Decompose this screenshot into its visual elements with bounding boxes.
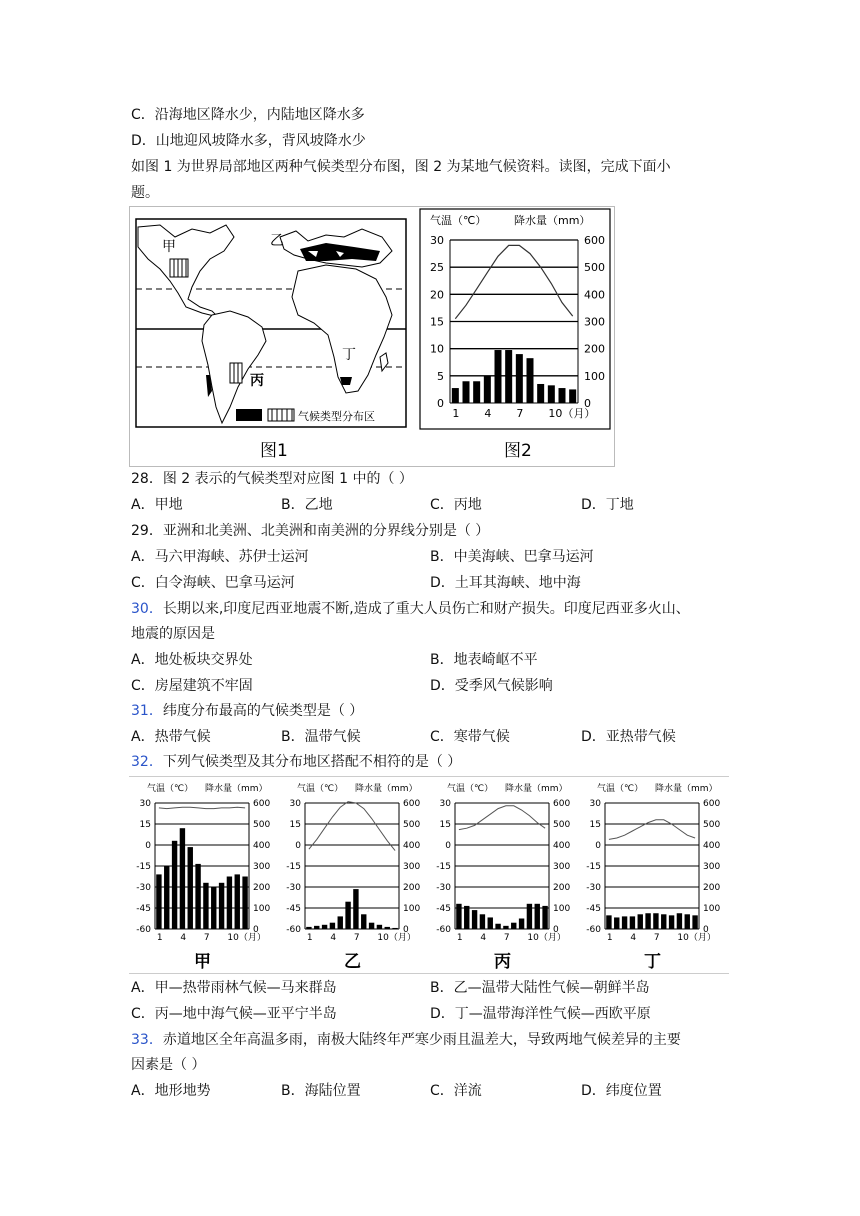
intro-text-cont: 题。 [131, 185, 159, 201]
small-precip-tick: 300 [553, 862, 571, 872]
climate-chart-frame [420, 209, 610, 429]
small-temp-axis-title: 气温（℃） [297, 784, 344, 794]
intro-text: 如图 1 为世界局部地区两种气候类型分布图，图 2 为某地气候资料。读图，完成下面小 [131, 159, 671, 175]
small-precip-tick: 500 [553, 820, 571, 830]
small-precip-bar [542, 906, 547, 929]
precip-bar [516, 354, 523, 403]
precip-axis-title: 降水量（mm） [514, 214, 591, 227]
figure-svg [130, 207, 614, 466]
q30-stem-cont: 地震的原因是 [131, 626, 215, 642]
small-precip-bar [345, 902, 350, 929]
small-precip-bar [361, 914, 366, 929]
label-bing: 丙 [250, 373, 264, 389]
small-temp-tick: -60 [586, 925, 601, 935]
small-precip-bar [480, 914, 485, 929]
small-temp-line [459, 806, 545, 830]
small-temp-tick: 30 [139, 799, 151, 809]
small-temp-tick: -30 [436, 883, 451, 893]
small-precip-axis-title: 降水量（mm） [355, 784, 418, 794]
small-precip-tick: 600 [253, 799, 271, 809]
small-month-tick: 10（月） [677, 933, 716, 943]
four-climate-charts-svg [129, 777, 729, 973]
small-chart-2 [286, 782, 420, 972]
q28-option-c[interactable]: C．丙地 [430, 497, 482, 513]
small-month-tick: 4 [630, 933, 637, 943]
small-precip-tick: 500 [253, 820, 271, 830]
q32-option-b[interactable]: B．乙—温带大陆性气候—朝鲜半岛 [430, 980, 650, 996]
small-precip-bar [180, 828, 185, 929]
small-precip-bar [172, 841, 177, 929]
small-temp-tick: -30 [586, 883, 601, 893]
small-month-tick: 7 [353, 933, 360, 943]
small-month-tick: 1 [306, 933, 313, 943]
option-c-prev: C．沿海地区降水少，内陆地区降水多 [131, 107, 365, 123]
q30-option-d[interactable]: D．受季风气候影响 [430, 678, 553, 694]
precip-tick-label: 300 [584, 315, 605, 329]
small-precip-tick: 0 [403, 925, 409, 935]
small-temp-axis-title: 气温（℃） [597, 784, 644, 794]
small-precip-tick: 500 [403, 820, 421, 830]
temp-tick-label: 25 [430, 261, 444, 275]
precip-tick-label: 400 [584, 288, 605, 302]
small-temp-tick: 0 [445, 841, 451, 851]
temp-axis-title: 气温（℃） [430, 214, 487, 227]
q33-option-d[interactable]: D．纬度位置 [581, 1083, 662, 1099]
small-temp-tick: -60 [286, 925, 301, 935]
small-temp-tick: 0 [145, 841, 151, 851]
small-precip-axis-title: 降水量（mm） [205, 784, 268, 794]
precip-bar [559, 388, 566, 403]
legend-black-swatch [236, 409, 262, 421]
q28-option-d[interactable]: D．丁地 [581, 497, 634, 513]
small-precip-bar [645, 913, 650, 929]
small-temp-tick: 30 [589, 799, 601, 809]
small-precip-bar [211, 887, 216, 929]
temp-tick-label: 20 [430, 288, 444, 302]
small-month-tick: 4 [180, 933, 187, 943]
small-temp-line [159, 807, 245, 808]
label-yi: 乙 [270, 233, 284, 249]
small-precip-bar [503, 926, 508, 929]
small-temp-line [609, 820, 695, 840]
q31-option-a[interactable]: A．热带气候 [131, 729, 211, 745]
small-chart-label: 丙 [494, 952, 511, 972]
precip-bar [537, 384, 544, 403]
q29-option-a[interactable]: A．马六甲海峡、苏伊士运河 [131, 549, 309, 565]
label-ding: 丁 [342, 347, 356, 363]
small-precip-bar [535, 904, 540, 929]
small-precip-bar [464, 906, 469, 929]
small-precip-tick: 100 [553, 904, 571, 914]
region-jia-hatch [170, 259, 188, 277]
small-precip-tick: 100 [703, 904, 721, 914]
small-precip-bar [330, 923, 335, 929]
q28-option-a[interactable]: A．甲地 [131, 497, 183, 513]
small-precip-bar [685, 914, 690, 929]
small-temp-tick: 0 [595, 841, 601, 851]
small-precip-bar [661, 914, 666, 929]
small-temp-tick: -45 [586, 904, 601, 914]
small-precip-tick: 100 [403, 904, 421, 914]
q31-stem: 31．纬度分布最高的气候类型是（ ） [131, 703, 364, 719]
small-precip-bar [472, 910, 477, 929]
q32-option-a[interactable]: A．甲—热带雨林气候—马来群岛 [131, 980, 337, 996]
small-precip-tick: 400 [253, 841, 271, 851]
small-precip-bar [242, 877, 247, 930]
small-month-tick: 4 [480, 933, 487, 943]
small-precip-bar [227, 877, 232, 930]
small-chart-3 [436, 782, 570, 972]
small-precip-bar [669, 915, 674, 929]
small-temp-tick: 0 [295, 841, 301, 851]
q30-stem: 30．长期以来,印度尼西亚地震不断,造成了重大人员伤亡和财产损失。印度尼西亚多火山、 [131, 601, 690, 617]
legend-hatch-swatch [268, 409, 294, 421]
q30-option-a[interactable]: A．地处板块交界处 [131, 652, 253, 668]
small-month-tick: 4 [330, 933, 337, 943]
small-month-tick: 10（月） [527, 933, 566, 943]
small-precip-bar [156, 874, 161, 929]
small-precip-tick: 100 [253, 904, 271, 914]
small-precip-tick: 300 [403, 862, 421, 872]
small-precip-tick: 200 [703, 883, 721, 893]
small-precip-tick: 200 [553, 883, 571, 893]
figure1-caption: 图1 [260, 441, 288, 461]
small-precip-bar [338, 916, 343, 929]
temp-tick-label: 0 [437, 397, 444, 410]
q33-option-c[interactable]: C．洋流 [430, 1083, 482, 1099]
small-precip-bar [511, 923, 516, 929]
small-precip-bar [314, 926, 319, 929]
small-temp-tick: -15 [586, 862, 601, 872]
small-chart-label: 丁 [644, 952, 661, 972]
small-month-tick: 1 [456, 933, 463, 943]
small-month-tick: 10（月） [377, 933, 416, 943]
small-precip-bar [677, 913, 682, 929]
precip-tick-label: 0 [584, 397, 591, 410]
small-temp-tick: 15 [589, 820, 601, 830]
q31-option-b[interactable]: B．温带气候 [281, 729, 361, 745]
q33-stem: 33．赤道地区全年高温多雨，南极大陆终年严寒少雨且温差大，导致两地气候差异的主要 [131, 1032, 681, 1048]
small-precip-bar [188, 847, 193, 929]
temp-tick-label: 5 [437, 369, 444, 383]
q29-option-d[interactable]: D．土耳其海峡、地中海 [430, 575, 581, 591]
small-precip-bar [614, 917, 619, 929]
figure2-caption: 图2 [504, 441, 532, 461]
month-tick-label: 1 [452, 407, 460, 420]
small-precip-tick: 200 [403, 883, 421, 893]
precip-tick-label: 600 [584, 234, 605, 247]
small-precip-bar [622, 916, 627, 929]
small-precip-tick: 0 [703, 925, 709, 935]
q32-option-d[interactable]: D．丁—温带海洋性气候—西欧平原 [430, 1006, 651, 1022]
small-precip-bar [369, 923, 374, 929]
small-precip-tick: 500 [703, 820, 721, 830]
q33-option-a[interactable]: A．地形地势 [131, 1083, 211, 1099]
small-temp-tick: -15 [436, 862, 451, 872]
q30-option-c[interactable]: C．房屋建筑不牢固 [131, 678, 253, 694]
small-precip-tick: 0 [553, 925, 559, 935]
small-precip-bar [219, 883, 224, 929]
small-precip-bar [456, 904, 461, 929]
q31-option-d[interactable]: D．亚热带气候 [581, 729, 676, 745]
small-temp-axis-title: 气温（℃） [147, 784, 194, 794]
small-precip-tick: 0 [253, 925, 259, 935]
month-tick-label: 4 [484, 407, 492, 420]
small-precip-tick: 200 [253, 883, 271, 893]
q33-stem-cont: 因素是（ ） [131, 1057, 206, 1073]
small-temp-line [309, 802, 395, 851]
small-precip-bar [630, 916, 635, 929]
small-precip-bar [692, 915, 697, 929]
small-precip-bar [519, 919, 524, 930]
precip-bar [473, 381, 480, 403]
small-chart-1 [136, 782, 270, 972]
small-temp-tick: -45 [436, 904, 451, 914]
precip-bar [548, 385, 555, 403]
small-temp-tick: 15 [289, 820, 301, 830]
precip-bar [569, 389, 576, 403]
precip-tick-label: 100 [584, 369, 605, 383]
small-temp-tick: -15 [136, 862, 151, 872]
precip-tick-label: 200 [584, 342, 605, 356]
small-precip-bar [495, 924, 500, 929]
q30-option-b[interactable]: B．地表崎岖不平 [430, 652, 538, 668]
month-tick-label: 7 [516, 407, 524, 420]
small-temp-tick: -45 [286, 904, 301, 914]
small-precip-bar [195, 864, 200, 929]
small-month-tick: 7 [203, 933, 210, 943]
legend-text: 气候类型分布区 [298, 410, 375, 423]
small-precip-bar [203, 883, 208, 929]
small-month-tick: 7 [653, 933, 660, 943]
small-precip-bar [606, 915, 611, 929]
temp-tick-label: 15 [430, 315, 444, 329]
q31-option-c[interactable]: C．寒带气候 [430, 729, 510, 745]
small-chart-4 [586, 782, 720, 972]
small-temp-tick: -60 [436, 925, 451, 935]
small-precip-bar [392, 928, 397, 929]
figure-box [129, 206, 615, 467]
month-tick-label: 10（月） [548, 407, 596, 420]
small-precip-bar [638, 914, 643, 929]
label-jia: 甲 [162, 239, 176, 255]
q29-option-b[interactable]: B．中美海峡、巴拿马运河 [430, 549, 594, 565]
precip-bar [505, 350, 512, 403]
small-month-tick: 1 [606, 933, 613, 943]
temp-tick-label: 10 [430, 342, 444, 356]
small-precip-tick: 600 [703, 799, 721, 809]
small-precip-tick: 400 [553, 841, 571, 851]
q32-option-c[interactable]: C．丙—地中海气候—亚平宁半岛 [131, 1006, 337, 1022]
small-temp-tick: -15 [286, 862, 301, 872]
small-temp-tick: -45 [136, 904, 151, 914]
small-precip-tick: 400 [403, 841, 421, 851]
small-precip-tick: 400 [703, 841, 721, 851]
small-precip-bar [488, 917, 493, 929]
small-precip-bar [377, 925, 382, 929]
small-precip-bar [306, 927, 311, 929]
precip-tick-label: 500 [584, 261, 605, 275]
precip-bar [527, 358, 534, 403]
small-precip-axis-title: 降水量（mm） [655, 784, 718, 794]
small-precip-bar [527, 904, 532, 929]
small-temp-tick: 30 [289, 799, 301, 809]
small-chart-label: 乙 [344, 952, 361, 972]
small-temp-tick: -60 [136, 925, 151, 935]
q29-option-c[interactable]: C．白令海峡、巴拿马运河 [131, 575, 295, 591]
small-temp-tick: 15 [139, 820, 151, 830]
small-precip-axis-title: 降水量（mm） [505, 784, 568, 794]
q32-stem: 32．下列气候类型及其分布地区搭配不相符的是（ ） [131, 754, 462, 770]
small-temp-tick: 30 [439, 799, 451, 809]
small-precip-tick: 300 [253, 862, 271, 872]
small-precip-bar [235, 874, 240, 929]
q28-option-b[interactable]: B．乙地 [281, 497, 333, 513]
small-month-tick: 1 [156, 933, 163, 943]
small-month-tick: 7 [503, 933, 510, 943]
q33-option-b[interactable]: B．海陆位置 [281, 1083, 361, 1099]
option-d-prev: D．山地迎风坡降水多，背风坡降水少 [131, 133, 366, 149]
temp-tick-label: 30 [430, 234, 444, 247]
small-precip-bar [653, 913, 658, 929]
small-chart-label: 甲 [194, 952, 211, 972]
small-precip-bar [164, 866, 169, 929]
q28-stem: 28．图 2 表示的气候类型对应图 1 中的（ ） [131, 471, 413, 487]
small-precip-tick: 300 [703, 862, 721, 872]
precip-bar [495, 350, 502, 403]
small-precip-bar [385, 927, 390, 929]
small-precip-bar [322, 925, 327, 929]
region-ding-black [340, 377, 352, 385]
small-temp-tick: -30 [136, 883, 151, 893]
precip-bar [463, 381, 470, 403]
four-climate-charts [129, 776, 729, 974]
precip-bar [452, 388, 459, 403]
small-month-tick: 10（月） [227, 933, 266, 943]
small-temp-axis-title: 气温（℃） [447, 784, 494, 794]
precip-bar [484, 376, 491, 403]
small-precip-bar [353, 889, 358, 929]
small-temp-tick: -30 [286, 883, 301, 893]
small-temp-tick: 15 [439, 820, 451, 830]
small-precip-tick: 600 [403, 799, 421, 809]
region-bing-hatch [230, 363, 242, 383]
small-precip-tick: 600 [553, 799, 571, 809]
q29-stem: 29．亚洲和北美洲、北美洲和南美洲的分界线分别是（ ） [131, 523, 490, 539]
